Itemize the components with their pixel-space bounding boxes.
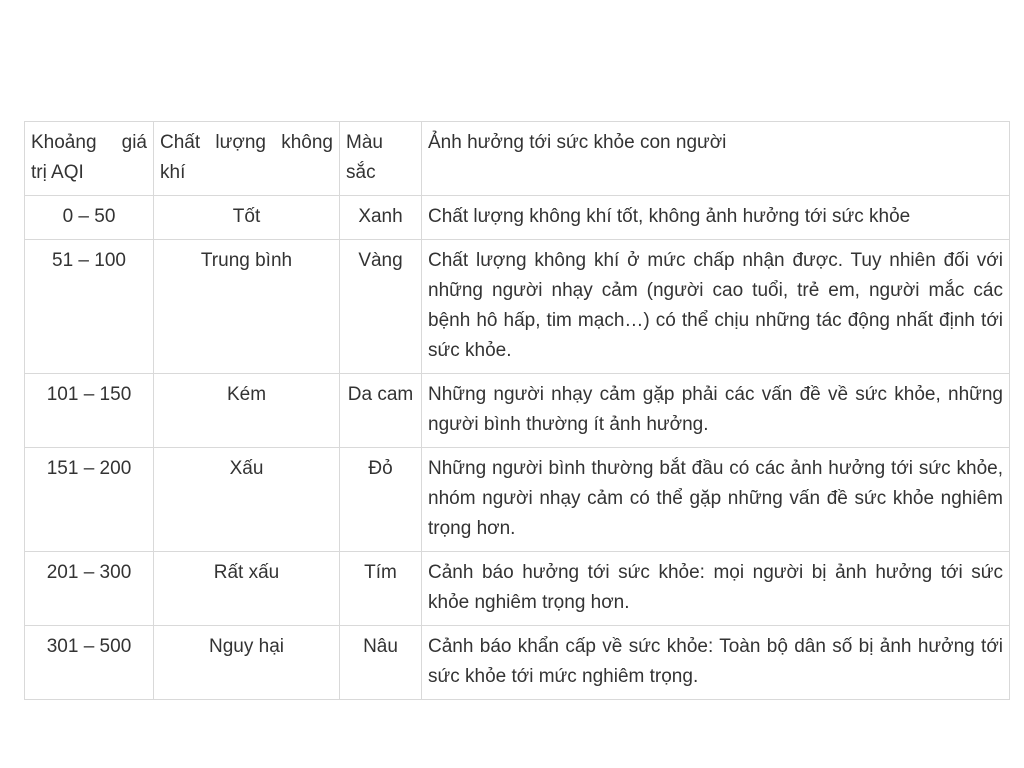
air-quality-cell: Nguy hại: [154, 626, 340, 700]
health-effect-cell: Chất lượng không khí ở mức chấp nhận được. Tuy nhiên đối với những người nhạy cảm (người cao tuổi, trẻ em, người mắc các bệnh hô hấp, tim mạch…) có thể chịu những tác động nhất định tới sức khỏe.: [422, 240, 1010, 374]
color-cell: Vàng: [340, 240, 422, 374]
color-cell: Nâu: [340, 626, 422, 700]
health-effect-cell: Chất lượng không khí tốt, không ảnh hưởng tới sức khỏe: [422, 196, 1010, 240]
health-effect-cell: Cảnh báo khẩn cấp về sức khỏe: Toàn bộ dân số bị ảnh hưởng tới sức khỏe tới mức nghiêm trọng.: [422, 626, 1010, 700]
table-header-row: [25, 122, 1010, 196]
air-quality-cell: Kém: [154, 374, 340, 448]
table-row: [25, 374, 1010, 448]
color-cell: Xanh: [340, 196, 422, 240]
aqi-range-cell: 201 – 300: [25, 552, 154, 626]
air-quality-cell: Rất xấu: [154, 552, 340, 626]
health-effect-cell: Những người bình thường bắt đầu có các ảnh hưởng tới sức khỏe, nhóm người nhạy cảm có thể gặp những vấn đề sức khỏe nghiêm trọng hơn.: [422, 448, 1010, 552]
table-row: [25, 240, 1010, 374]
aqi-range-cell: 0 – 50: [25, 196, 154, 240]
table-row: [25, 448, 1010, 552]
color-cell: Đỏ: [340, 448, 422, 552]
aqi-table: [24, 121, 1010, 700]
table-row: [25, 552, 1010, 626]
aqi-range-cell: 151 – 200: [25, 448, 154, 552]
header-aqi-range: Khoảng giá trị AQI: [25, 122, 154, 196]
header-health-effect: Ảnh hưởng tới sức khỏe con người: [422, 122, 1010, 196]
color-cell: Tím: [340, 552, 422, 626]
aqi-range-cell: 51 – 100: [25, 240, 154, 374]
health-effect-cell: Những người nhạy cảm gặp phải các vấn đề về sức khỏe, những người bình thường ít ảnh hưởng.: [422, 374, 1010, 448]
table-row: [25, 196, 1010, 240]
health-effect-cell: Cảnh báo hưởng tới sức khỏe: mọi người bị ảnh hưởng tới sức khỏe nghiêm trọng hơn.: [422, 552, 1010, 626]
color-cell: Da cam: [340, 374, 422, 448]
aqi-range-cell: 101 – 150: [25, 374, 154, 448]
header-air-quality: Chất lượng không khí: [154, 122, 340, 196]
air-quality-cell: Xấu: [154, 448, 340, 552]
air-quality-cell: Tốt: [154, 196, 340, 240]
air-quality-cell: Trung bình: [154, 240, 340, 374]
header-color: Màu sắc: [340, 122, 422, 196]
aqi-range-cell: 301 – 500: [25, 626, 154, 700]
table-row: [25, 626, 1010, 700]
